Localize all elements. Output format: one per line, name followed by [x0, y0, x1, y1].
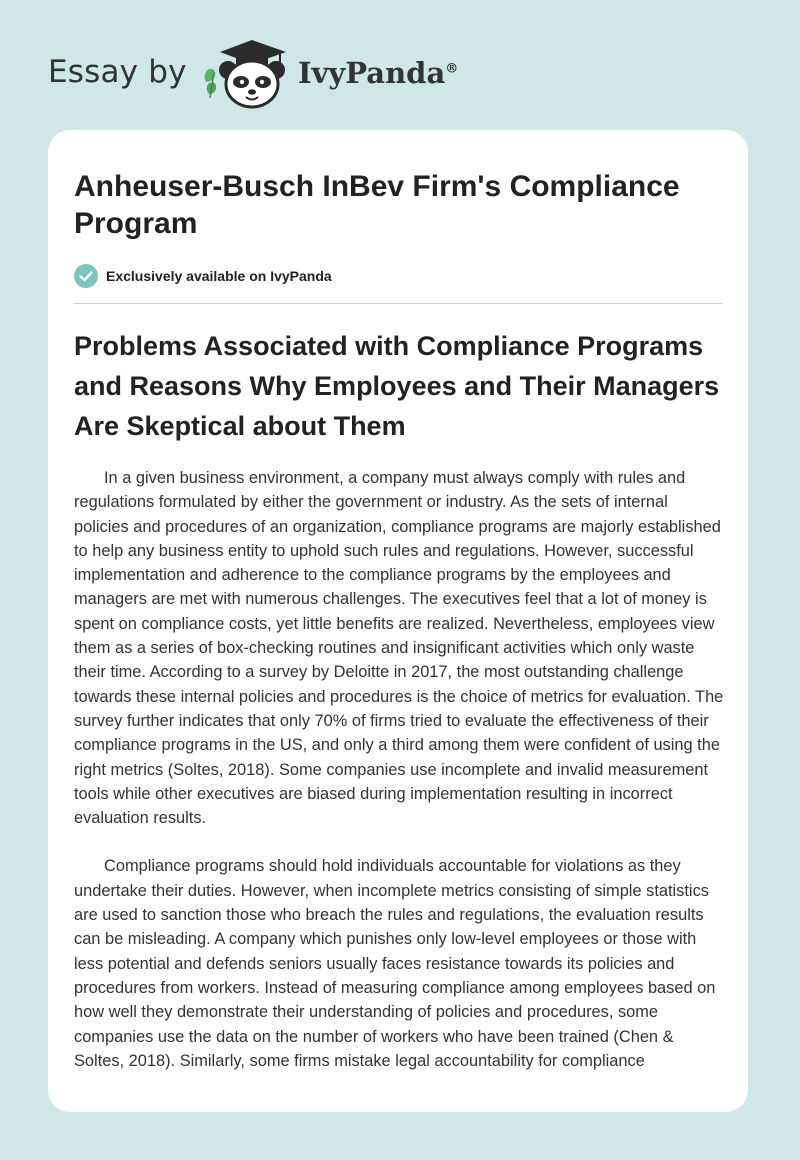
leaf-icon [205, 69, 216, 98]
brand-text: IvyPanda [298, 56, 446, 90]
essay-card [48, 130, 748, 1112]
paragraph-1: In a given business environment, a company must always comply with rules and regulations formulated by either the government or industry. As the sets of internal policies and procedures of an organization, compliance programs are majorly established to help any business entity to uphold such rules and regulations. However, successful implementation and adherence to the compliance programs by the employees and managers are met with numerous challenges. The executives feel that a lot of money is spent on compliance costs, yet little benefits are realized. Nevertheless, employees view them as a series of box-checking routines and insignificant activities which only waste their time. According to a survey by Deloitte in 2017, the most outstanding challenge towards these internal policies and procedures is the choice of metrics for evaluation. The survey further indicates that only 70% of firms tried to evaluate the effectiveness of their compliance programs in the US, and only a third among them were confident of using the right metrics (Soltes, 2018). Some companies use incomplete and invalid measurement tools while other executives are biased during implementation resulting in incorrect evaluation results. [74, 469, 724, 828]
section-heading: Problems Associated with Compliance Programs and Reasons Why Employees and Their Managers Are Skeptical about Them [74, 331, 720, 441]
paragraph-2: Compliance programs should hold individuals accountable for violations as they undertake their duties. However, when incomplete metrics consisting of simple statistics are used to sanction those who breach the rules and regulations, the evaluation results can be misleading. A company which punishes only low-level employees or those with less potential and defends seniors usually faces resistance towards its policies and procedures from workers. Instead of measuring compliance among employees based on how well they demonstrate their understanding of policies and procedures, some companies use the data on the number of workers who have been trained (Chen & Soltes, 2018). Similarly, some firms mistake legal accountability for compliance [74, 857, 716, 1070]
title-divider [74, 303, 722, 304]
badge-label: Exclusively available on IvyPanda [106, 268, 332, 284]
panda-graduate-icon[interactable] [200, 36, 292, 110]
page-title: Anheuser-Busch InBev Firm's Compliance Program [74, 170, 680, 240]
brand-name[interactable] [298, 56, 458, 90]
registered-mark: ® [445, 61, 459, 77]
site-header [0, 0, 800, 130]
check-circle-icon [74, 264, 98, 288]
exclusive-badge [74, 264, 332, 288]
essay-by-label: Essay by [48, 54, 187, 90]
essay-body [74, 466, 726, 1097]
